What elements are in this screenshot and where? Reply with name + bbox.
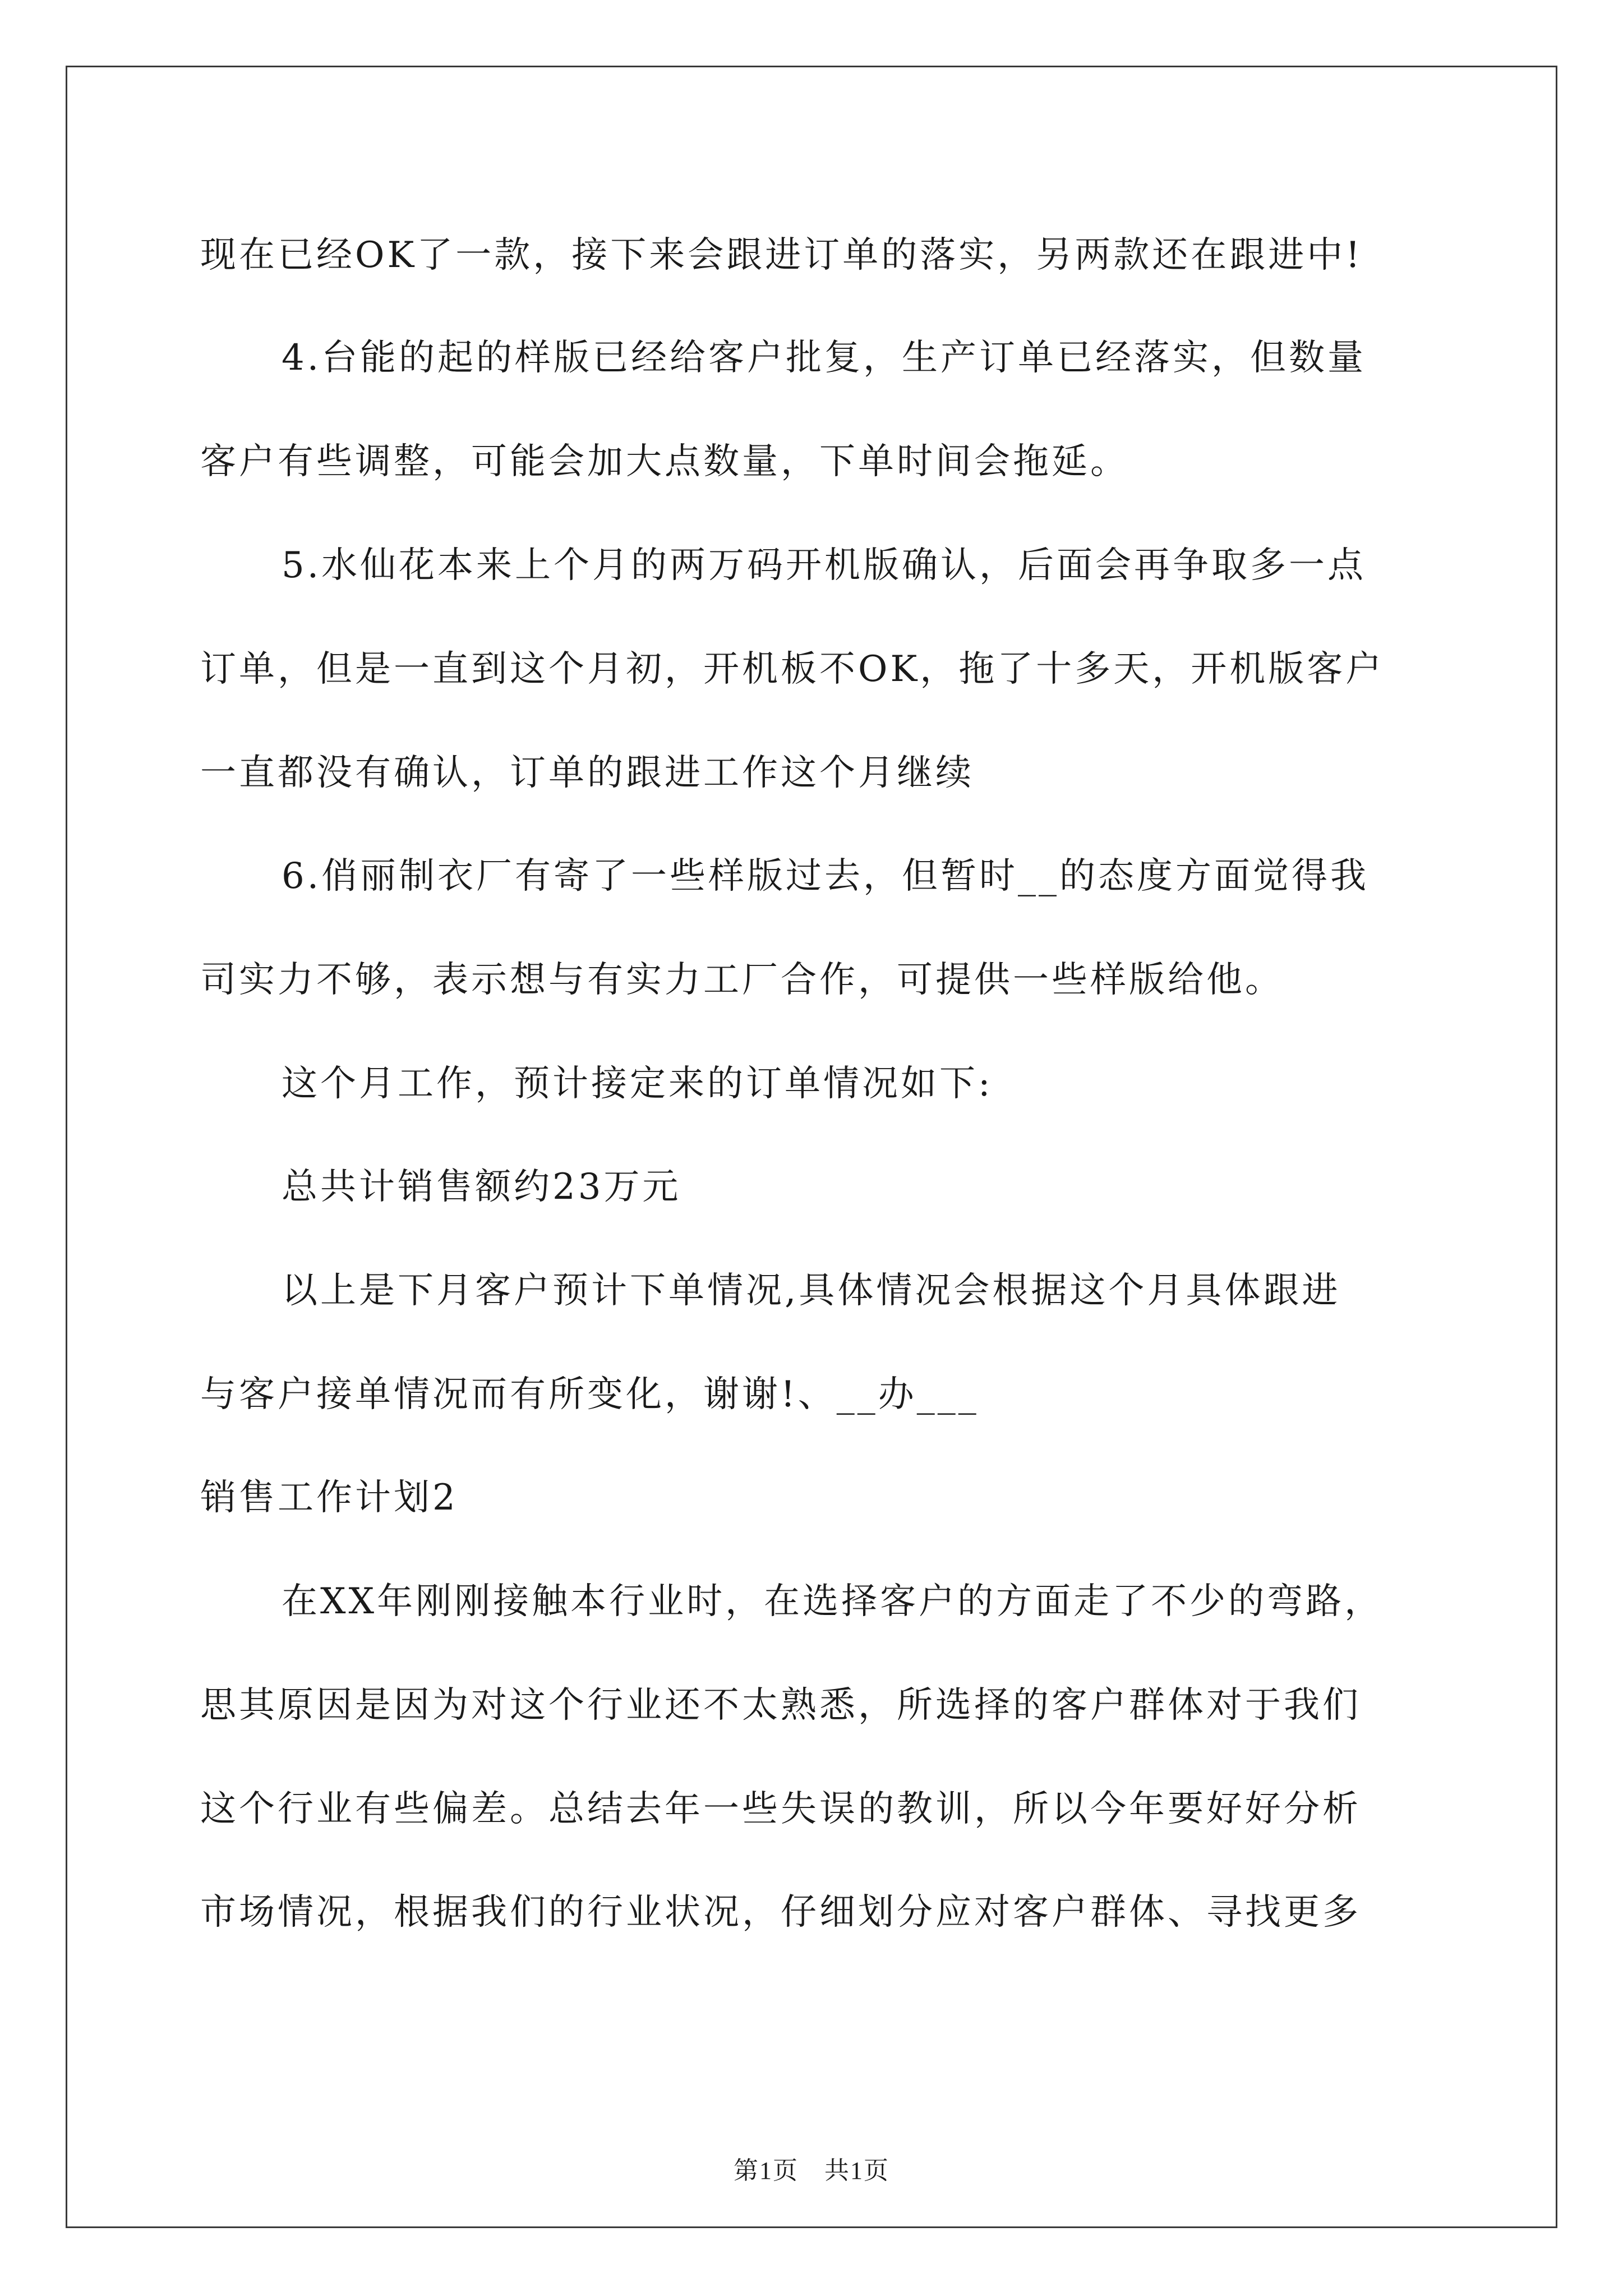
text-line-3: 客户有些调整，可能会加大点数量，下单时间会拖延。 — [200, 441, 1129, 482]
text-line-7: 6.俏丽制衣厂有寄了一些样版过去，但暂时__的态度方面觉得我 — [282, 855, 1370, 897]
text-line-14: 在XX年刚刚接触本行业时，在选择客户的方面走了不少的弯路， — [282, 1581, 1384, 1622]
text-line-10: 总共计销售额约23万元 — [282, 1166, 681, 1208]
text-line-2: 4.台能的起的样版已经给客户批复，生产订单已经落实，但数量 — [282, 337, 1367, 379]
text-line-5: 订单，但是一直到这个月初，开机板不OK，拖了十多天，开机版客户 — [200, 648, 1385, 690]
text-line-9: 这个月工作，预计接定来的订单情况如下: — [282, 1063, 993, 1105]
text-line-11: 以上是下月客户预计下单情况,具体情况会根据这个月具体跟进 — [282, 1270, 1341, 1312]
text-line-1: 现在已经OK了一款，接下来会跟进订单的落实，另两款还在跟进中! — [200, 234, 1363, 276]
text-line-15: 思其原因是因为对这个行业还不太熟悉，所选择的客户群体对于我们 — [200, 1685, 1361, 1726]
text-line-16: 这个行业有些偏差。总结去年一些失误的教训，所以今年要好好分析 — [200, 1788, 1361, 1830]
text-line-4: 5.水仙花本来上个月的两万码开机版确认，后面会再争取多一点 — [282, 545, 1367, 586]
text-line-8: 司实力不够，表示想与有实力工厂合作，可提供一些样版给他。 — [200, 959, 1284, 1001]
page-number-footer: 第1页 共1页 — [734, 2157, 889, 2184]
section-heading: 销售工作计划2 — [200, 1477, 458, 1519]
text-line-6: 一直都没有确认，订单的跟进工作这个月继续 — [200, 752, 974, 794]
text-line-12: 与客户接单情况而有所变化，谢谢!、__办___ — [200, 1374, 979, 1415]
text-line-17: 市场情况，根据我们的行业状况，仔细划分应对客户群体、寻找更多 — [200, 1892, 1361, 1933]
